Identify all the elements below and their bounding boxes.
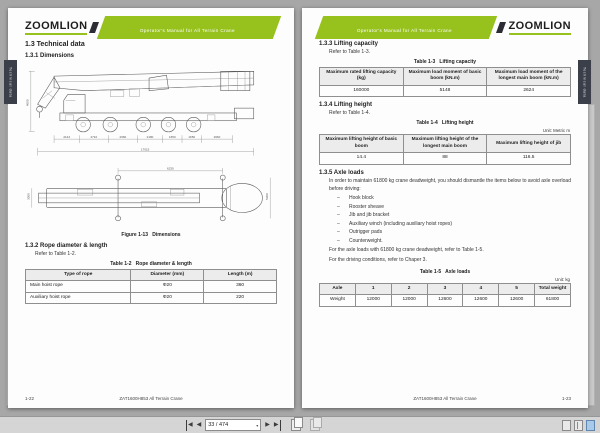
page-number-input[interactable]: [208, 422, 246, 428]
col-header: Maximum lifting height of jib: [487, 135, 571, 153]
cell: 12000: [355, 295, 391, 306]
cell: Φ20: [131, 292, 204, 303]
col-header: 3: [427, 283, 463, 294]
dim-outrigger-span-label: 6230: [167, 166, 174, 171]
cell: Auxiliary hoist rope: [26, 292, 131, 303]
cell: 360: [204, 281, 277, 292]
subsection-dimensions: 1.3.1 Dimensions: [25, 53, 75, 59]
cell: 12600: [463, 295, 499, 306]
table-header-row: [320, 283, 571, 294]
lifting-height-table: [319, 134, 571, 164]
cell: Φ20: [131, 281, 204, 292]
header-banner-text: Operator's Manual for All Terrain Crane: [140, 27, 236, 33]
list-item: – Rooster sheave: [337, 203, 571, 212]
axle-intro-text: In order to maintain 61800 kg crane deadweight, you should dismantle the items below to avoid axle overload before driving:: [329, 177, 571, 192]
list-item: – Auxiliary winch (including auxiliary hoist ropes): [337, 220, 571, 229]
facing-pages-view-icon[interactable]: [586, 420, 595, 431]
page-number-combo[interactable]: [205, 419, 261, 431]
view-mode-switcher: [559, 420, 595, 431]
col-header: Maximum load moment of basic boom (kN.m): [403, 68, 487, 86]
previous-page-icon[interactable]: ◀: [196, 421, 202, 428]
rope-table-caption: Table 1-2 Rope diameter & length: [110, 261, 192, 267]
list-item: – Counterweight.: [337, 237, 571, 246]
dim-height-label: 4000: [25, 99, 30, 107]
page-footer: [25, 396, 277, 401]
zoomlion-logo: ZOOMLION: [25, 21, 87, 35]
footer-title: ZAT1600H853 All Terrain Crane: [119, 396, 183, 401]
capacity-table-caption: Table 1-3 Lifting capacity: [413, 59, 477, 65]
col-header: 4: [463, 283, 499, 294]
height-refer-text: Refer to Table 1-4.: [329, 110, 371, 117]
chapter-side-tab: [4, 60, 17, 104]
dim-top-left-label: 3000: [26, 193, 31, 200]
table-row: [320, 295, 571, 306]
dim-segment: 2660: [119, 134, 127, 139]
col-header: Axle: [320, 283, 356, 294]
crane-top-view-drawing: [25, 165, 277, 229]
footer-spacer: [319, 396, 379, 401]
axle-note-1: For the axle loads with 61800 kg crane deadweight, refer to Table 1-5.: [329, 247, 484, 254]
chapter-side-tab-label: Technical data: [582, 66, 587, 98]
logo-slash-icon: [496, 22, 506, 33]
dim-segment: 2710: [90, 134, 98, 139]
axle-dismantle-list: [337, 194, 571, 245]
height-unit-note: Unit: Metric m: [542, 128, 570, 134]
col-header: Total weight: [535, 283, 571, 294]
cell: Weight: [320, 295, 356, 306]
cell: 160000: [320, 85, 404, 96]
col-header: Maximum lifting height of basic boom: [320, 135, 404, 153]
col-header: Maximum lifting height of the longest main boom: [403, 135, 487, 153]
cell: 61800: [535, 295, 571, 306]
next-page-icon[interactable]: ▶: [265, 421, 270, 428]
crane-side-view-drawing: [25, 61, 277, 163]
section-title: 1.3 Technical data: [25, 41, 85, 48]
rope-refer-text: Refer to Table 1-2.: [35, 251, 77, 257]
height-table-caption: Table 1-4 Lifting height: [416, 120, 474, 127]
single-page-view-icon[interactable]: [562, 420, 571, 431]
manual-page-left: [8, 8, 294, 408]
table-header-row: [26, 270, 277, 281]
table-row: [320, 153, 571, 164]
page-header: [25, 20, 277, 35]
first-page-icon[interactable]: ◀: [186, 420, 193, 431]
col-header: 1: [355, 283, 391, 294]
axle-table-caption: Table 1-5 Axle loads: [419, 268, 471, 275]
axle-unit-note: Unit: kg: [555, 276, 570, 282]
page-footer: [319, 396, 571, 401]
header-banner: [315, 16, 497, 39]
table-header-row: [320, 135, 571, 153]
table-header-row: [320, 68, 571, 86]
combo-dropdown-icon[interactable]: ▾: [256, 422, 259, 428]
manual-page-right: [302, 8, 588, 408]
logo-slash-icon: [89, 22, 99, 33]
page-number: 1-22: [25, 396, 35, 401]
dim-segment: 2960: [213, 134, 221, 139]
cell: 12000: [391, 295, 427, 306]
cell: 88: [403, 153, 487, 164]
page-navigation: [186, 419, 320, 431]
cell: 220: [204, 292, 277, 303]
cell: 12600: [427, 295, 463, 306]
cell: 14.4: [320, 153, 404, 164]
list-item: – Outrigger pads: [337, 228, 571, 237]
chapter-side-tab-label: Technical data: [8, 66, 13, 98]
dim-total-label: 17015: [141, 147, 150, 152]
previous-view-icon[interactable]: [291, 419, 301, 431]
rope-table: [25, 269, 277, 304]
header-banner-text: Operator's Manual for All Terrain Crane: [357, 27, 453, 33]
col-header: 5: [499, 283, 535, 294]
col-header: 2: [391, 283, 427, 294]
dim-top-right-label: 5300: [264, 193, 269, 200]
header-banner: [97, 16, 281, 39]
cell: 5148: [403, 85, 487, 96]
next-view-icon[interactable]: [310, 419, 320, 431]
footer-title: ZAT1600H853 All Terrain Crane: [413, 396, 477, 401]
axle-loads-table: [319, 283, 571, 307]
table-row: [26, 292, 277, 303]
page-number: 1-23: [561, 396, 571, 401]
continuous-view-icon[interactable]: [574, 420, 583, 431]
col-header: Type of rope: [26, 270, 131, 281]
cell: 116.5: [487, 153, 571, 164]
chapter-side-tab: [578, 60, 591, 104]
subsection-lifting-height: 1.3.4 Lifting height: [319, 102, 373, 109]
figure-caption: Figure 1-13 Dimensions: [121, 232, 181, 238]
lifting-capacity-table: [319, 67, 571, 97]
dim-segment: 2180: [146, 134, 154, 139]
page-header: [319, 20, 571, 35]
col-header: Maximum rated lifting capacity (kg): [320, 68, 404, 86]
footer-spacer: [217, 396, 277, 401]
axle-note-2: For the driving conditions, refer to Chaper 3.: [329, 257, 427, 264]
col-header: Length (m): [204, 270, 277, 281]
last-page-icon[interactable]: ▶: [274, 420, 281, 431]
subsection-rope: 1.3.2 Rope diameter & length: [25, 243, 108, 249]
list-item: – Jib and jib bracket: [337, 211, 571, 220]
table-row: [320, 85, 571, 96]
cell: Main hoist rope: [26, 281, 131, 292]
dim-segment: 2144: [63, 134, 71, 139]
zoomlion-logo: ZOOMLION: [509, 21, 571, 35]
subsection-lifting-capacity: 1.3.3 Lifting capacity: [319, 41, 379, 47]
table-row: [26, 281, 277, 292]
viewer-toolbar: [0, 416, 600, 433]
subsection-axle-loads: 1.3.5 Axle loads: [319, 169, 364, 176]
cell: 2624: [487, 85, 571, 96]
dim-segment: 1650: [168, 134, 176, 139]
cell: 12600: [499, 295, 535, 306]
capacity-refer-text: Refer to Table 1-3.: [329, 49, 371, 55]
list-item: – Hook block: [337, 194, 571, 203]
col-header: Maximum load moment of the longest main boom (kN.m): [487, 68, 571, 86]
col-header: Diameter (mm): [131, 270, 204, 281]
dim-segment: 1650: [188, 134, 196, 139]
